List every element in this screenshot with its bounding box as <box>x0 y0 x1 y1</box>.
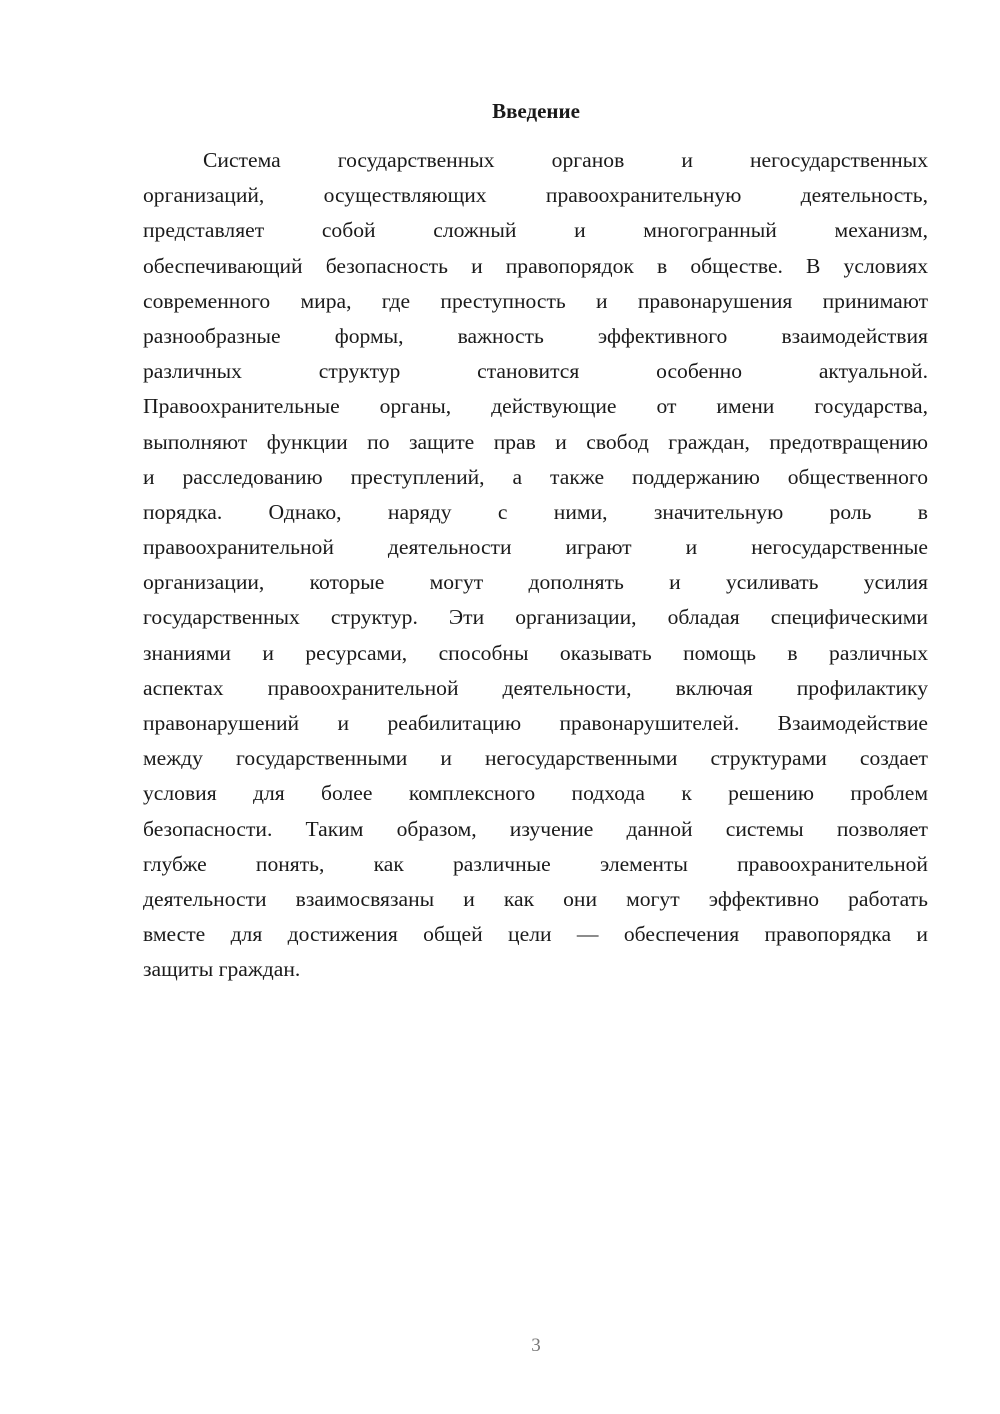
paragraph-line: организации, которые могут дополнять и усиливать усилия <box>143 570 928 595</box>
paragraph-line: различных структур становится особенно актуальной. <box>143 359 928 384</box>
paragraph-line: правонарушений и реабилитацию правонарушителей. Взаимодействие <box>143 711 928 735</box>
paragraph-line: деятельности взаимосвязаны и как они могут эффективно работать <box>143 886 928 911</box>
paragraph-line: Правоохранительные органы, действующие от имени государства, <box>143 394 928 419</box>
paragraph-line: Система государственных органов и негосударственных <box>203 148 928 172</box>
paragraph-line: разнообразные формы, важность эффективного взаимодействия <box>143 323 928 348</box>
paragraph-line: представляет собой сложный и многогранный механизм, <box>143 218 928 243</box>
paragraph-line: аспектах правоохранительной деятельности, включая профилактику <box>143 675 928 700</box>
paragraph-line: вместе для достижения общей цели — обеспечения правопорядка и <box>143 922 928 947</box>
paragraph-line: защиты граждан. <box>143 957 301 982</box>
paragraph-line: условия для более комплексного подхода к решению проблем <box>143 781 928 806</box>
section-heading: Введение <box>492 99 580 123</box>
paragraph-line: глубже понять, как различные элементы правоохранительной <box>143 851 928 876</box>
paragraph-line: и расследованию преступлений, а также поддержанию общественного <box>143 464 928 489</box>
paragraph-line: правоохранительной деятельности играют и негосударственные <box>143 535 928 560</box>
paragraph-line: организаций, осуществляющих правоохранительную деятельность, <box>143 183 928 208</box>
page-number: 3 <box>531 1335 541 1356</box>
paragraph-line: знаниями и ресурсами, способны оказывать помощь в различных <box>143 640 928 665</box>
paragraph-line: современного мира, где преступность и правонарушения принимают <box>143 288 928 313</box>
paragraph-line: безопасности. Таким образом, изучение данной системы позволяет <box>143 816 928 841</box>
paragraph-line: между государственными и негосударственными структурами создает <box>143 746 928 771</box>
paragraph-line: обеспечивающий безопасность и правопорядок в обществе. В условиях <box>143 253 928 278</box>
paragraph-line: выполняют функции по защите прав и свобод граждан, предотвращению <box>143 429 928 454</box>
paragraph-line: порядка. Однако, наряду с ними, значительную роль в <box>143 499 928 524</box>
paragraph-line: государственных структур. Эти организации, обладая специфическими <box>143 605 928 630</box>
body-paragraph <box>143 143 928 988</box>
